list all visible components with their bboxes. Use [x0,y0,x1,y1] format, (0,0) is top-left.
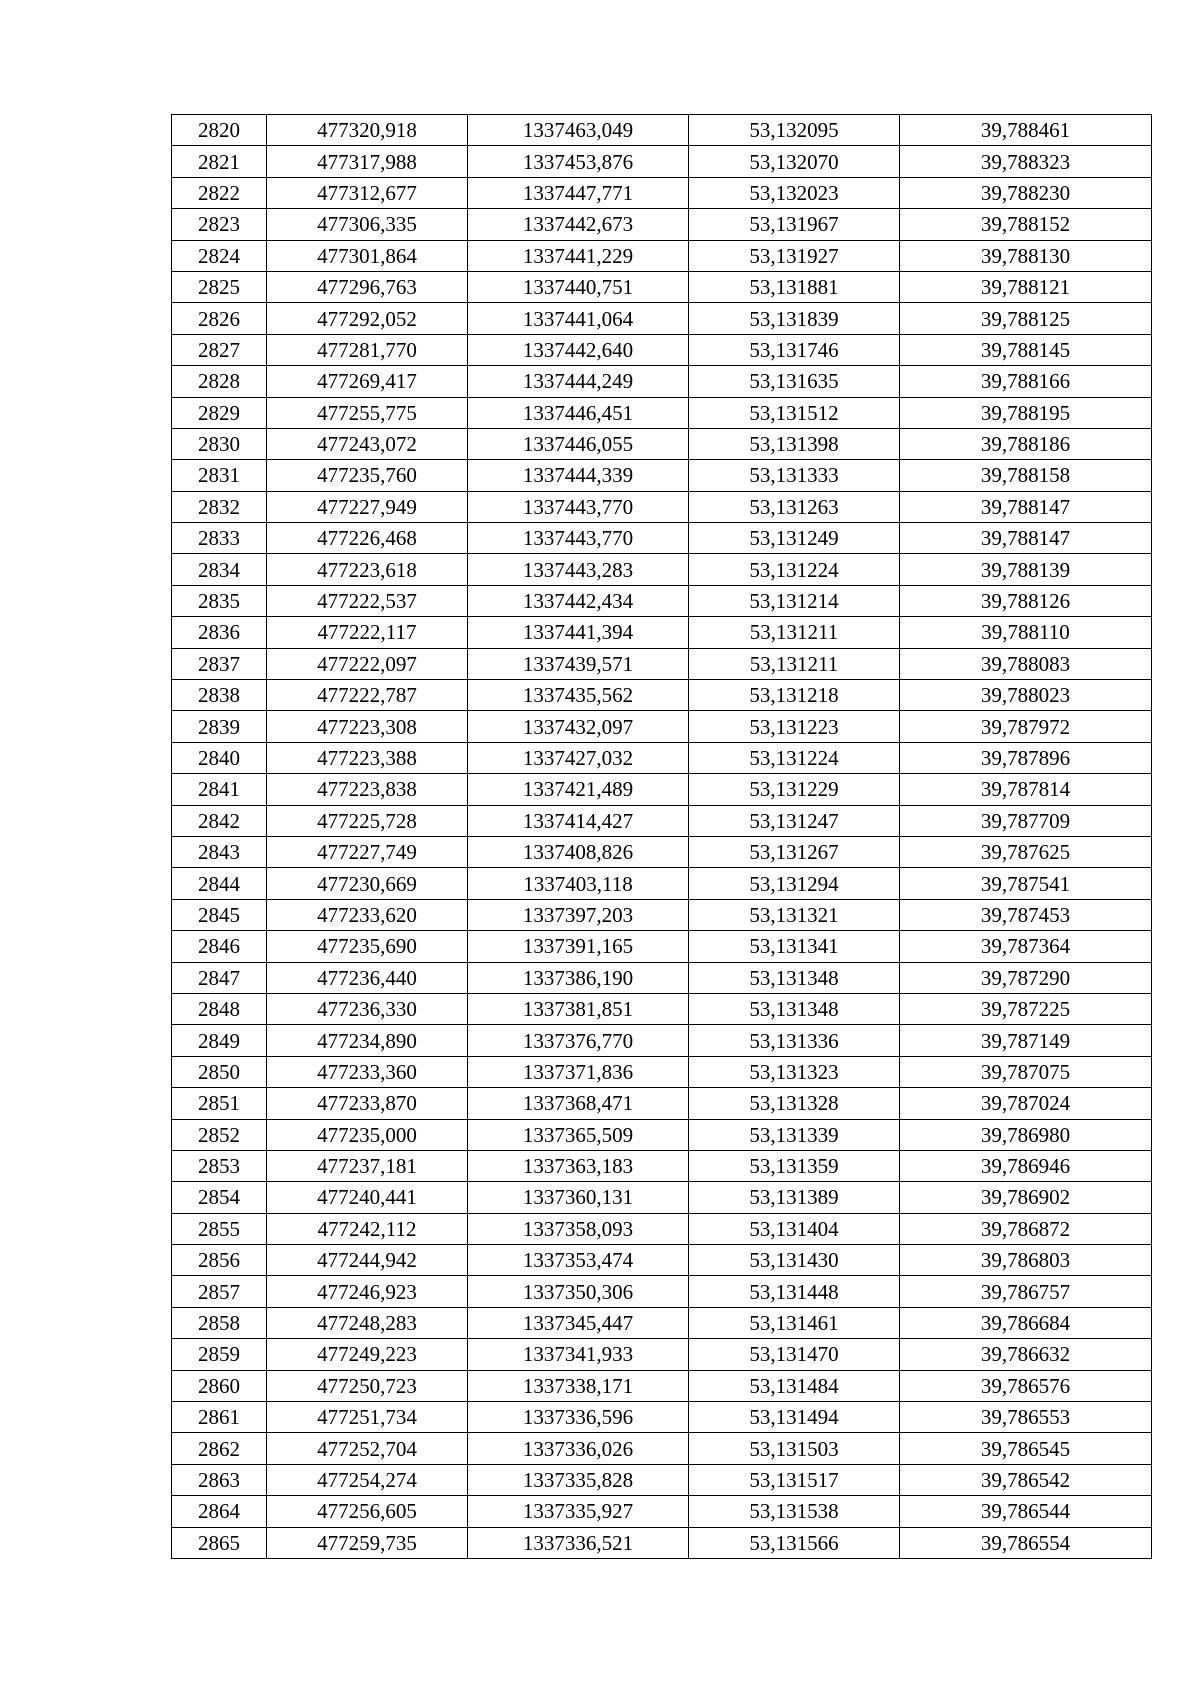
point-number-cell: 2828 [172,366,267,397]
latitude-cell: 53,131635 [689,366,900,397]
point-number-cell: 2821 [172,146,267,177]
point-number-cell: 2856 [172,1245,267,1276]
point-number-cell: 2830 [172,428,267,459]
x-coordinate-cell: 477237,181 [267,1150,468,1181]
y-coordinate-cell: 1337441,064 [468,303,689,334]
latitude-cell: 53,131494 [689,1402,900,1433]
longitude-cell: 39,787541 [900,868,1152,899]
y-coordinate-cell: 1337371,836 [468,1056,689,1087]
point-number-cell: 2854 [172,1182,267,1213]
table-row [172,1339,1152,1370]
table-row [172,1370,1152,1401]
longitude-cell: 39,788023 [900,680,1152,711]
x-coordinate-cell: 477296,763 [267,271,468,302]
latitude-cell: 53,131881 [689,271,900,302]
y-coordinate-cell: 1337338,171 [468,1370,689,1401]
longitude-cell: 39,787896 [900,742,1152,773]
x-coordinate-cell: 477223,388 [267,742,468,773]
latitude-cell: 53,131538 [689,1496,900,1527]
longitude-cell: 39,786542 [900,1464,1152,1495]
table-row [172,209,1152,240]
latitude-cell: 53,131267 [689,836,900,867]
longitude-cell: 39,787290 [900,962,1152,993]
point-number-cell: 2832 [172,491,267,522]
y-coordinate-cell: 1337441,394 [468,617,689,648]
x-coordinate-cell: 477222,787 [267,680,468,711]
x-coordinate-cell: 477236,330 [267,993,468,1024]
table-row [172,1245,1152,1276]
point-number-cell: 2822 [172,177,267,208]
latitude-cell: 53,131359 [689,1150,900,1181]
y-coordinate-cell: 1337421,489 [468,774,689,805]
table-row [172,271,1152,302]
x-coordinate-cell: 477234,890 [267,1025,468,1056]
longitude-cell: 39,786980 [900,1119,1152,1150]
point-number-cell: 2820 [172,115,267,146]
x-coordinate-cell: 477226,468 [267,523,468,554]
longitude-cell: 39,788126 [900,585,1152,616]
point-number-cell: 2855 [172,1213,267,1244]
latitude-cell: 53,131927 [689,240,900,271]
point-number-cell: 2825 [172,271,267,302]
point-number-cell: 2861 [172,1402,267,1433]
latitude-cell: 53,131223 [689,711,900,742]
longitude-cell: 39,787453 [900,899,1152,930]
coordinates-table [171,114,1152,1559]
y-coordinate-cell: 1337443,770 [468,491,689,522]
longitude-cell: 39,787814 [900,774,1152,805]
latitude-cell: 53,132023 [689,177,900,208]
point-number-cell: 2834 [172,554,267,585]
x-coordinate-cell: 477222,117 [267,617,468,648]
y-coordinate-cell: 1337408,826 [468,836,689,867]
x-coordinate-cell: 477246,923 [267,1276,468,1307]
table-row [172,1402,1152,1433]
table-row [172,648,1152,679]
table-row [172,460,1152,491]
table-row [172,1150,1152,1181]
longitude-cell: 39,786684 [900,1307,1152,1338]
latitude-cell: 53,131218 [689,680,900,711]
point-number-cell: 2864 [172,1496,267,1527]
x-coordinate-cell: 477223,618 [267,554,468,585]
y-coordinate-cell: 1337447,771 [468,177,689,208]
table-row [172,491,1152,522]
latitude-cell: 53,131404 [689,1213,900,1244]
table-row [172,899,1152,930]
latitude-cell: 53,131484 [689,1370,900,1401]
y-coordinate-cell: 1337439,571 [468,648,689,679]
x-coordinate-cell: 477252,704 [267,1433,468,1464]
table-row [172,931,1152,962]
y-coordinate-cell: 1337381,851 [468,993,689,1024]
table-row [172,1213,1152,1244]
y-coordinate-cell: 1337391,165 [468,931,689,962]
longitude-cell: 39,787709 [900,805,1152,836]
table-row [172,711,1152,742]
table-row [172,303,1152,334]
x-coordinate-cell: 477281,770 [267,334,468,365]
latitude-cell: 53,131746 [689,334,900,365]
latitude-cell: 53,131517 [689,1464,900,1495]
longitude-cell: 39,788147 [900,523,1152,554]
point-number-cell: 2859 [172,1339,267,1370]
longitude-cell: 39,788139 [900,554,1152,585]
longitude-cell: 39,786872 [900,1213,1152,1244]
table-row [172,962,1152,993]
point-number-cell: 2833 [172,523,267,554]
x-coordinate-cell: 477251,734 [267,1402,468,1433]
latitude-cell: 53,131430 [689,1245,900,1276]
x-coordinate-cell: 477223,838 [267,774,468,805]
longitude-cell: 39,786545 [900,1433,1152,1464]
x-coordinate-cell: 477227,749 [267,836,468,867]
latitude-cell: 53,131247 [689,805,900,836]
point-number-cell: 2835 [172,585,267,616]
y-coordinate-cell: 1337446,451 [468,397,689,428]
y-coordinate-cell: 1337360,131 [468,1182,689,1213]
table-row [172,1025,1152,1056]
point-number-cell: 2840 [172,742,267,773]
latitude-cell: 53,131348 [689,993,900,1024]
table-row [172,366,1152,397]
point-number-cell: 2862 [172,1433,267,1464]
x-coordinate-cell: 477230,669 [267,868,468,899]
table-row [172,1182,1152,1213]
latitude-cell: 53,131336 [689,1025,900,1056]
y-coordinate-cell: 1337353,474 [468,1245,689,1276]
latitude-cell: 53,131328 [689,1088,900,1119]
longitude-cell: 39,788461 [900,115,1152,146]
y-coordinate-cell: 1337341,933 [468,1339,689,1370]
latitude-cell: 53,131341 [689,931,900,962]
y-coordinate-cell: 1337403,118 [468,868,689,899]
point-number-cell: 2844 [172,868,267,899]
x-coordinate-cell: 477233,360 [267,1056,468,1087]
point-number-cell: 2829 [172,397,267,428]
latitude-cell: 53,131339 [689,1119,900,1150]
x-coordinate-cell: 477292,052 [267,303,468,334]
x-coordinate-cell: 477320,918 [267,115,468,146]
table-row [172,1527,1152,1558]
y-coordinate-cell: 1337386,190 [468,962,689,993]
table-row [172,177,1152,208]
latitude-cell: 53,131224 [689,554,900,585]
x-coordinate-cell: 477222,097 [267,648,468,679]
y-coordinate-cell: 1337414,427 [468,805,689,836]
point-number-cell: 2841 [172,774,267,805]
point-number-cell: 2848 [172,993,267,1024]
point-number-cell: 2852 [172,1119,267,1150]
x-coordinate-cell: 477233,870 [267,1088,468,1119]
x-coordinate-cell: 477249,223 [267,1339,468,1370]
longitude-cell: 39,787625 [900,836,1152,867]
latitude-cell: 53,131566 [689,1527,900,1558]
table-row [172,146,1152,177]
table-row [172,334,1152,365]
point-number-cell: 2839 [172,711,267,742]
x-coordinate-cell: 477235,690 [267,931,468,962]
point-number-cell: 2853 [172,1150,267,1181]
y-coordinate-cell: 1337336,026 [468,1433,689,1464]
latitude-cell: 53,131839 [689,303,900,334]
longitude-cell: 39,788195 [900,397,1152,428]
longitude-cell: 39,786544 [900,1496,1152,1527]
longitude-cell: 39,788186 [900,428,1152,459]
table-row [172,115,1152,146]
y-coordinate-cell: 1337463,049 [468,115,689,146]
longitude-cell: 39,788110 [900,617,1152,648]
y-coordinate-cell: 1337336,521 [468,1527,689,1558]
point-number-cell: 2843 [172,836,267,867]
y-coordinate-cell: 1337345,447 [468,1307,689,1338]
longitude-cell: 39,786946 [900,1150,1152,1181]
latitude-cell: 53,131461 [689,1307,900,1338]
longitude-cell: 39,788158 [900,460,1152,491]
point-number-cell: 2837 [172,648,267,679]
y-coordinate-cell: 1337368,471 [468,1088,689,1119]
y-coordinate-cell: 1337336,596 [468,1402,689,1433]
longitude-cell: 39,788166 [900,366,1152,397]
table-row [172,774,1152,805]
longitude-cell: 39,788230 [900,177,1152,208]
point-number-cell: 2863 [172,1464,267,1495]
table-row [172,868,1152,899]
table-row [172,523,1152,554]
y-coordinate-cell: 1337435,562 [468,680,689,711]
point-number-cell: 2849 [172,1025,267,1056]
latitude-cell: 53,131294 [689,868,900,899]
y-coordinate-cell: 1337442,673 [468,209,689,240]
x-coordinate-cell: 477233,620 [267,899,468,930]
table-row [172,1088,1152,1119]
point-number-cell: 2858 [172,1307,267,1338]
point-number-cell: 2850 [172,1056,267,1087]
table-row [172,585,1152,616]
y-coordinate-cell: 1337335,927 [468,1496,689,1527]
table-row [172,617,1152,648]
latitude-cell: 53,131229 [689,774,900,805]
x-coordinate-cell: 477248,283 [267,1307,468,1338]
x-coordinate-cell: 477301,864 [267,240,468,271]
table-row [172,1056,1152,1087]
x-coordinate-cell: 477240,441 [267,1182,468,1213]
longitude-cell: 39,786757 [900,1276,1152,1307]
table-row [172,1433,1152,1464]
point-number-cell: 2842 [172,805,267,836]
y-coordinate-cell: 1337376,770 [468,1025,689,1056]
longitude-cell: 39,788152 [900,209,1152,240]
point-number-cell: 2857 [172,1276,267,1307]
table-row [172,1307,1152,1338]
point-number-cell: 2824 [172,240,267,271]
y-coordinate-cell: 1337444,249 [468,366,689,397]
y-coordinate-cell: 1337440,751 [468,271,689,302]
x-coordinate-cell: 477256,605 [267,1496,468,1527]
table-row [172,680,1152,711]
longitude-cell: 39,786576 [900,1370,1152,1401]
point-number-cell: 2826 [172,303,267,334]
y-coordinate-cell: 1337442,434 [468,585,689,616]
x-coordinate-cell: 477254,274 [267,1464,468,1495]
y-coordinate-cell: 1337363,183 [468,1150,689,1181]
y-coordinate-cell: 1337358,093 [468,1213,689,1244]
x-coordinate-cell: 477235,000 [267,1119,468,1150]
point-number-cell: 2845 [172,899,267,930]
y-coordinate-cell: 1337335,828 [468,1464,689,1495]
latitude-cell: 53,131323 [689,1056,900,1087]
longitude-cell: 39,786902 [900,1182,1152,1213]
table-body [172,115,1152,1559]
latitude-cell: 53,131321 [689,899,900,930]
latitude-cell: 53,131348 [689,962,900,993]
x-coordinate-cell: 477312,677 [267,177,468,208]
y-coordinate-cell: 1337365,509 [468,1119,689,1150]
point-number-cell: 2836 [172,617,267,648]
longitude-cell: 39,787972 [900,711,1152,742]
table-row [172,805,1152,836]
point-number-cell: 2847 [172,962,267,993]
table-row [172,742,1152,773]
latitude-cell: 53,131263 [689,491,900,522]
x-coordinate-cell: 477235,760 [267,460,468,491]
y-coordinate-cell: 1337350,306 [468,1276,689,1307]
latitude-cell: 53,131211 [689,648,900,679]
longitude-cell: 39,788323 [900,146,1152,177]
point-number-cell: 2823 [172,209,267,240]
y-coordinate-cell: 1337443,770 [468,523,689,554]
latitude-cell: 53,132070 [689,146,900,177]
table-row [172,1464,1152,1495]
x-coordinate-cell: 477255,775 [267,397,468,428]
table-row [172,993,1152,1024]
point-number-cell: 2838 [172,680,267,711]
x-coordinate-cell: 477236,440 [267,962,468,993]
y-coordinate-cell: 1337432,097 [468,711,689,742]
longitude-cell: 39,788147 [900,491,1152,522]
table-row [172,836,1152,867]
point-number-cell: 2827 [172,334,267,365]
latitude-cell: 53,131512 [689,397,900,428]
longitude-cell: 39,786553 [900,1402,1152,1433]
table-row [172,428,1152,459]
longitude-cell: 39,786554 [900,1527,1152,1558]
table-row [172,240,1152,271]
table-row [172,1276,1152,1307]
table-row [172,1496,1152,1527]
latitude-cell: 53,131224 [689,742,900,773]
longitude-cell: 39,786632 [900,1339,1152,1370]
x-coordinate-cell: 477225,728 [267,805,468,836]
latitude-cell: 53,131967 [689,209,900,240]
x-coordinate-cell: 477244,942 [267,1245,468,1276]
x-coordinate-cell: 477222,537 [267,585,468,616]
longitude-cell: 39,787024 [900,1088,1152,1119]
y-coordinate-cell: 1337443,283 [468,554,689,585]
longitude-cell: 39,787149 [900,1025,1152,1056]
x-coordinate-cell: 477269,417 [267,366,468,397]
latitude-cell: 53,131470 [689,1339,900,1370]
longitude-cell: 39,788083 [900,648,1152,679]
point-number-cell: 2851 [172,1088,267,1119]
latitude-cell: 53,131503 [689,1433,900,1464]
y-coordinate-cell: 1337397,203 [468,899,689,930]
y-coordinate-cell: 1337427,032 [468,742,689,773]
table-row [172,554,1152,585]
longitude-cell: 39,787225 [900,993,1152,1024]
longitude-cell: 39,786803 [900,1245,1152,1276]
y-coordinate-cell: 1337453,876 [468,146,689,177]
longitude-cell: 39,788145 [900,334,1152,365]
x-coordinate-cell: 477317,988 [267,146,468,177]
latitude-cell: 53,131389 [689,1182,900,1213]
latitude-cell: 53,131398 [689,428,900,459]
latitude-cell: 53,131214 [689,585,900,616]
longitude-cell: 39,788125 [900,303,1152,334]
y-coordinate-cell: 1337442,640 [468,334,689,365]
x-coordinate-cell: 477250,723 [267,1370,468,1401]
point-number-cell: 2846 [172,931,267,962]
y-coordinate-cell: 1337444,339 [468,460,689,491]
latitude-cell: 53,131333 [689,460,900,491]
x-coordinate-cell: 477259,735 [267,1527,468,1558]
longitude-cell: 39,787075 [900,1056,1152,1087]
longitude-cell: 39,788130 [900,240,1152,271]
latitude-cell: 53,131211 [689,617,900,648]
point-number-cell: 2865 [172,1527,267,1558]
x-coordinate-cell: 477306,335 [267,209,468,240]
x-coordinate-cell: 477242,112 [267,1213,468,1244]
longitude-cell: 39,788121 [900,271,1152,302]
point-number-cell: 2860 [172,1370,267,1401]
x-coordinate-cell: 477227,949 [267,491,468,522]
y-coordinate-cell: 1337446,055 [468,428,689,459]
point-number-cell: 2831 [172,460,267,491]
table-row [172,1119,1152,1150]
latitude-cell: 53,132095 [689,115,900,146]
table-row [172,397,1152,428]
latitude-cell: 53,131249 [689,523,900,554]
longitude-cell: 39,787364 [900,931,1152,962]
y-coordinate-cell: 1337441,229 [468,240,689,271]
x-coordinate-cell: 477243,072 [267,428,468,459]
latitude-cell: 53,131448 [689,1276,900,1307]
x-coordinate-cell: 477223,308 [267,711,468,742]
